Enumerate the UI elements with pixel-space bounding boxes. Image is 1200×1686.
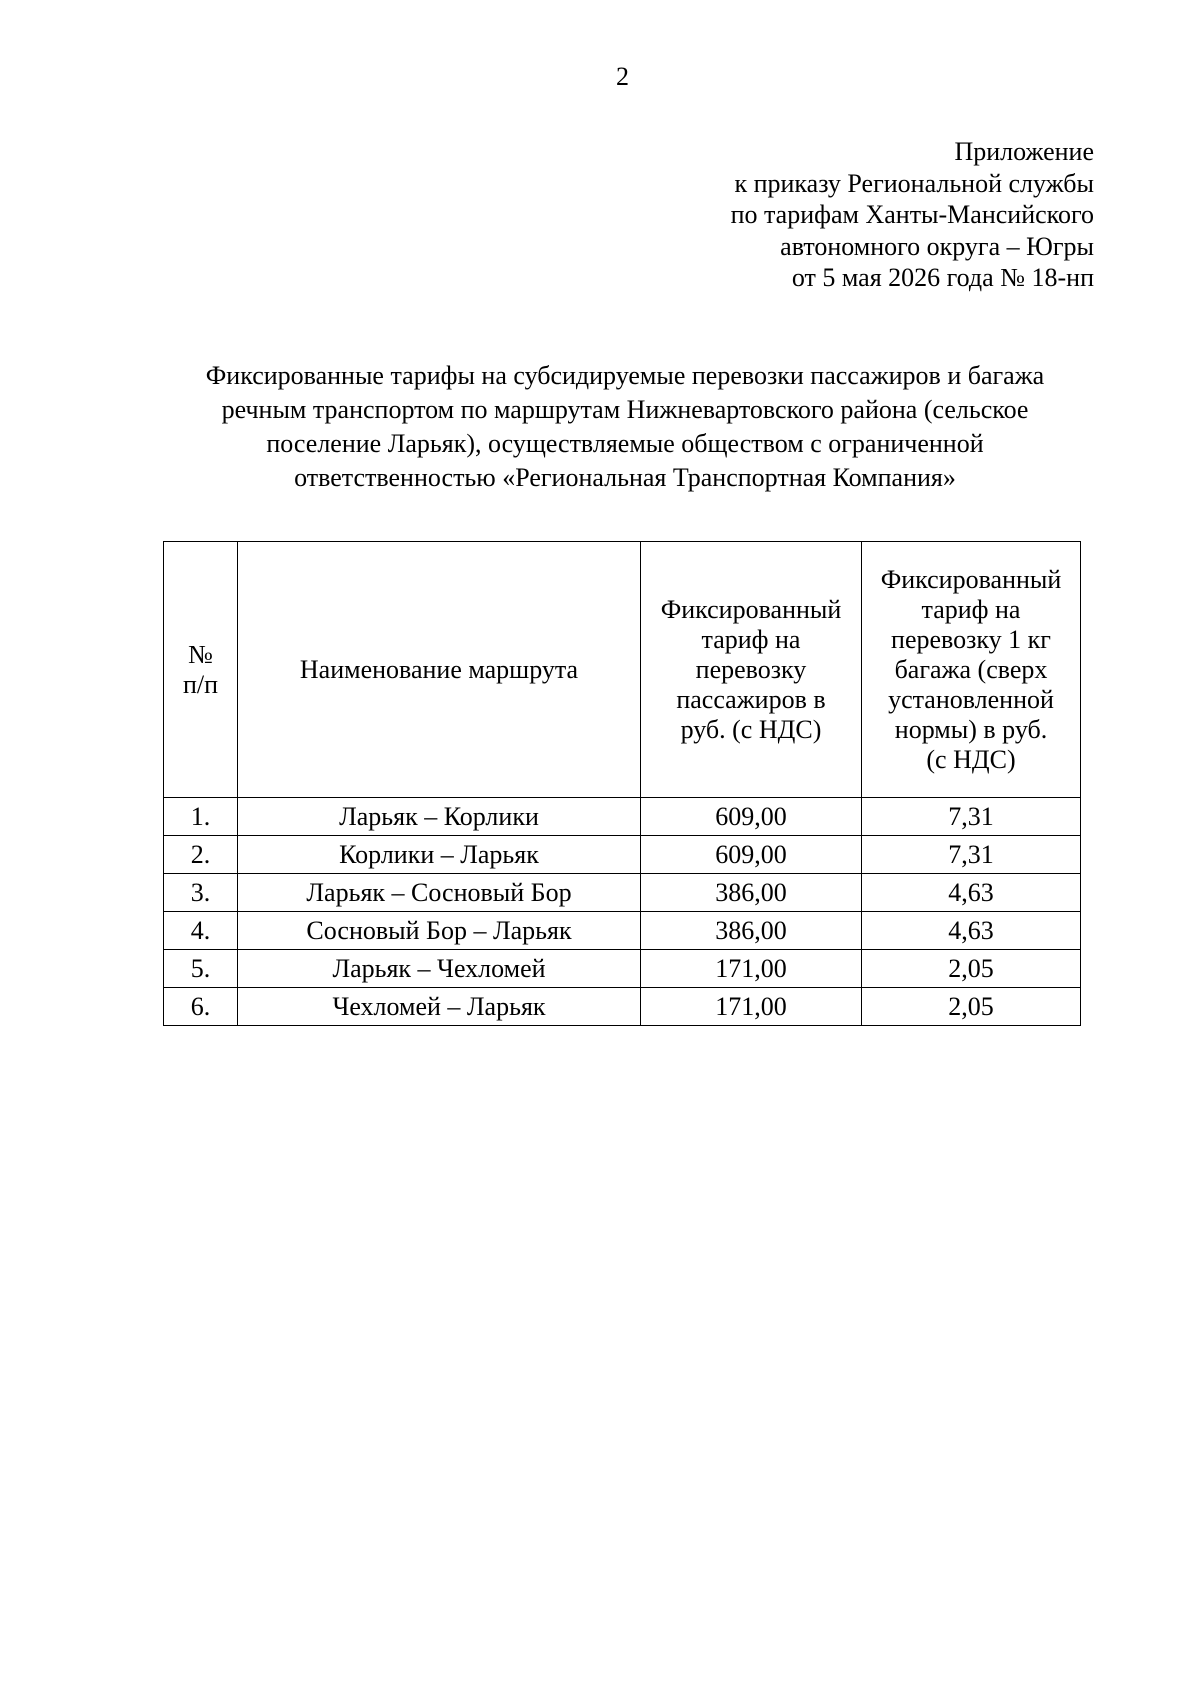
header-line: установленной <box>888 684 1054 714</box>
route-name: Ларьяк – Корлики <box>238 798 641 836</box>
header-line: Наименование маршрута <box>299 654 579 684</box>
header-number <box>164 542 238 798</box>
header-passenger-tariff <box>641 542 862 798</box>
document-title <box>150 359 1100 495</box>
route-name: Сосновый Бор – Ларьяк <box>238 912 641 950</box>
header-baggage-tariff <box>862 542 1081 798</box>
passenger-tariff: 609,00 <box>641 798 862 836</box>
row-number: 5. <box>164 950 238 988</box>
title-line: речным транспортом по маршрутам Нижневартовского района (сельское <box>221 395 1029 424</box>
passenger-tariff: 171,00 <box>641 988 862 1026</box>
title-line: Фиксированные тарифы на субсидируемые перевозки пассажиров и багажа <box>205 361 1045 390</box>
appendix-line: автономного округа – Югры <box>780 231 1094 261</box>
baggage-tariff: 4,63 <box>862 874 1081 912</box>
table-row <box>164 988 1081 1026</box>
header-route-name <box>238 542 641 798</box>
passenger-tariff: 386,00 <box>641 912 862 950</box>
title-line: ответственностью «Региональная Транспортная Компания» <box>294 463 956 492</box>
route-name: Чехломей – Ларьяк <box>238 988 641 1026</box>
header-line: перевозку <box>695 654 807 684</box>
baggage-tariff: 4,63 <box>862 912 1081 950</box>
row-number: 3. <box>164 874 238 912</box>
route-name: Корлики – Ларьяк <box>238 836 641 874</box>
row-number: 6. <box>164 988 238 1026</box>
route-name: Ларьяк – Чехломей <box>238 950 641 988</box>
header-line: тариф на <box>701 624 801 654</box>
appendix-line: Приложение <box>954 137 1094 166</box>
appendix-line: от 5 мая 2026 года № 18-нп <box>791 263 1094 292</box>
header-line: Фиксированный <box>880 564 1062 594</box>
baggage-tariff: 2,05 <box>862 988 1081 1026</box>
row-number: 4. <box>164 912 238 950</box>
row-number: 1. <box>164 798 238 836</box>
table-row <box>164 798 1081 836</box>
header-line: нормы) в руб. <box>894 714 1048 744</box>
tariffs-table <box>163 541 1081 1026</box>
route-name: Ларьяк – Сосновый Бор <box>238 874 641 912</box>
header-line: багажа (сверх <box>894 654 1048 684</box>
header-line: п/п <box>182 669 219 699</box>
header-line: Фиксированный <box>660 594 842 624</box>
passenger-tariff: 171,00 <box>641 950 862 988</box>
baggage-tariff: 7,31 <box>862 798 1081 836</box>
table-row <box>164 950 1081 988</box>
baggage-tariff: 7,31 <box>862 836 1081 874</box>
header-line: № <box>188 639 213 669</box>
header-line: пассажиров в <box>676 684 826 714</box>
header-line: (с НДС) <box>926 744 1016 774</box>
appendix-line: по тарифам Ханты-Мансийского <box>730 200 1094 229</box>
passenger-tariff: 386,00 <box>641 874 862 912</box>
table-row <box>164 874 1081 912</box>
table-header-row <box>164 542 1081 798</box>
header-line: руб. (с НДС) <box>680 714 822 744</box>
appendix-block <box>731 136 1094 294</box>
header-line: тариф на <box>921 594 1021 624</box>
header-line: перевозку 1 кг <box>891 624 1051 654</box>
table-row <box>164 836 1081 874</box>
page-number: 2 <box>616 62 629 91</box>
passenger-tariff: 609,00 <box>641 836 862 874</box>
baggage-tariff: 2,05 <box>862 950 1081 988</box>
table-row <box>164 912 1081 950</box>
title-line: поселение Ларьяк), осуществляемые обществом с ограниченной <box>266 429 984 458</box>
row-number: 2. <box>164 836 238 874</box>
appendix-line: к приказу Региональной службы <box>734 168 1094 198</box>
